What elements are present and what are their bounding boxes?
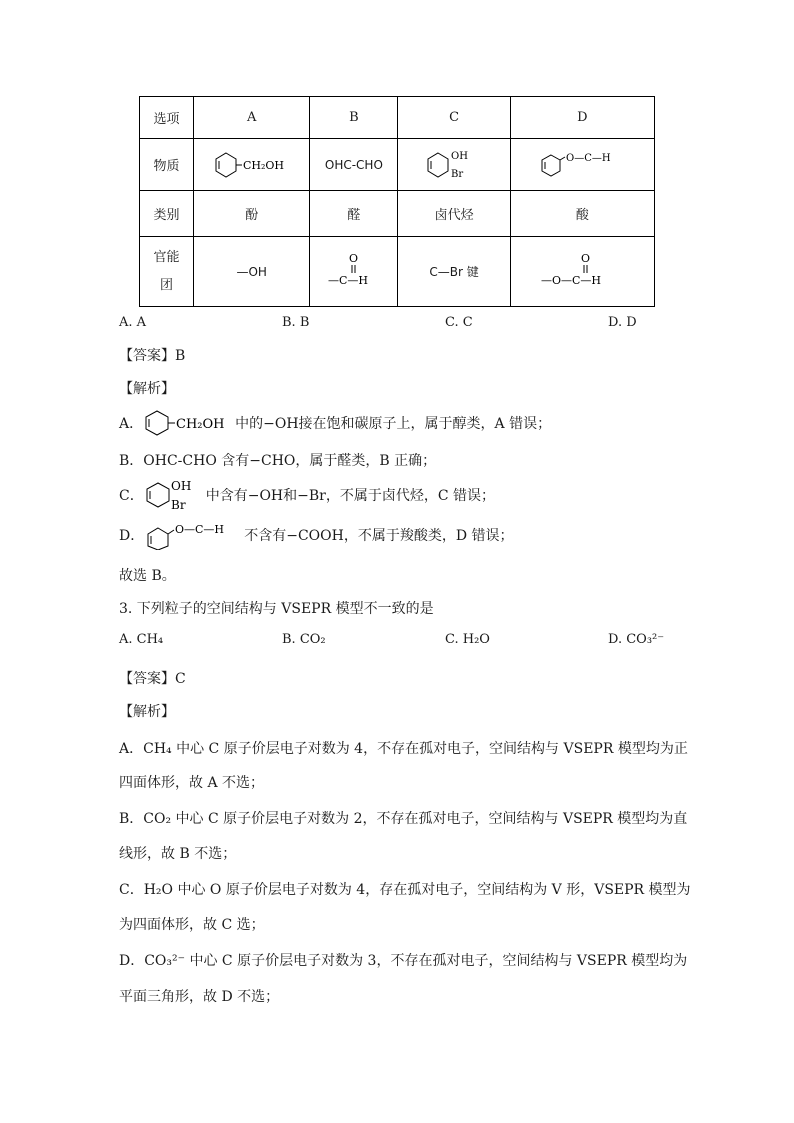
q3-option-c: C. H₂O [445,632,490,647]
q3-analysis-c-line2: 为四面体形，故 C 选； [119,917,265,933]
row-label: 物质 [140,139,194,191]
q2-analysis-d [119,518,514,552]
group-a: —OH [194,237,310,307]
q2-option-d: D. D [608,315,637,330]
analysis-c-text: 中含有−OH和−Br，不属于卤代烃，C 错误； [205,488,496,504]
group-c: C—Br 键 [398,237,510,307]
class-c: 卤代烃 [398,191,510,237]
svg-text:CH₂OH: CH₂OH [242,158,284,172]
header-cell: D [510,97,654,139]
q3-analysis-d-line2: 平面三角形，故 D 不选； [119,989,280,1005]
group-d [510,237,654,307]
bromophenol-structure-icon [424,147,484,183]
q3-analysis-c-line1: C．H₂O 中心 O 原子价层电子对数为 4，存在孤对电子，空间结构为 V 形，VSEPR 模型为 [119,882,691,898]
q2-analysis-title: 【解析】 [119,381,175,397]
row-label-line2: 团 [160,277,174,293]
q3-answer: 【答案】C [119,671,186,687]
q3-option-a: A. CH₄ [119,632,164,647]
svg-text:Br: Br [451,168,464,180]
table-row-substance [140,139,655,191]
row-label-line1: 官能 [153,249,180,265]
benzyl-alcohol-structure-icon [143,408,235,438]
table-row-class [140,191,655,237]
q3-analysis-b-line1: B．CO₂ 中心 C 原子价层电子对数为 2，不存在孤对电子，空间结构与 VSEPR 模型均为直 [119,811,688,827]
q3-stem: 3. 下列粒子的空间结构与 VSEPR 模型不一致的是 [119,601,434,617]
svg-text:O: O [581,251,591,265]
class-d: 酸 [510,191,654,237]
q2-analysis-a [119,408,551,438]
class-b: 醛 [310,191,398,237]
svg-text:O—C—H: O—C—H [175,523,225,536]
ester-group-icon [537,250,627,294]
group-b [310,237,398,307]
q2-analysis-b: B．OHC-CHO 含有−CHO，属于醛类，B 正确； [119,453,437,469]
svg-text:—C—H: —C—H [327,273,368,287]
substance-a [194,139,310,191]
substance-b: OHC-CHO [310,139,398,191]
aldehyde-group-icon [324,250,384,294]
q3-analysis-d-line1: D．CO₃²⁻ 中心 C 原子价层电子对数为 3，不存在孤对电子，空间结构与 VSEPR 模型均为 [119,953,688,969]
phenyl-formate-structure-icon [144,520,244,550]
label-c: C． [119,488,144,504]
label-a: A． [119,416,144,432]
svg-text:O—C—H: O—C—H [566,152,611,164]
svg-text:O: O [348,251,358,265]
q2-option-a: A. A [119,315,147,330]
svg-text:CH₂OH: CH₂OH [176,417,225,432]
q2-option-b: B. B [282,315,310,330]
analysis-a-text: 中的−OH接在饱和碳原子上，属于醇类，A 错误； [235,416,552,432]
header-cell: C [398,97,510,139]
analysis-d-text: 不含有−COOH，不属于羧酸类，D 错误； [244,528,514,544]
q3-analysis-title: 【解析】 [119,704,175,720]
q3-analysis-a-line2: 四面体形，故 A 不选； [119,775,265,791]
label-d: D． [119,528,145,544]
svg-text:OH: OH [170,479,192,493]
row-label [140,237,194,307]
class-a: 酚 [194,191,310,237]
phenyl-formate-structure-icon [537,149,627,181]
options-table [139,96,655,307]
svg-text:OH: OH [451,150,468,162]
q2-answer: 【答案】B [119,348,186,364]
bromophenol-structure-icon [144,478,206,512]
table-header-row [140,97,655,139]
q3-analysis-a-line1: A．CH₄ 中心 C 原子价层电子对数为 4，不存在孤对电子，空间结构与 VSEPR 模型均为正 [119,741,688,757]
benzene-ring-icon [212,149,292,181]
header-cell: B [310,97,398,139]
q3-option-b: B. CO₂ [282,632,326,647]
q2-option-c: C. C [445,315,473,330]
substance-d [510,139,654,191]
q2-conclusion: 故选 B。 [119,568,176,584]
q3-option-d: D. CO₃²⁻ [608,632,665,647]
svg-text:Br: Br [170,498,186,512]
q2-analysis-c [119,478,495,512]
svg-text:—O—C—H: —O—C—H [541,273,602,287]
q3-analysis-b-line2: 线形，故 B 不选； [119,846,237,862]
table-row-group [140,237,655,307]
substance-c [398,139,510,191]
header-cell: A [194,97,310,139]
header-cell: 选项 [140,97,194,139]
row-label: 类别 [140,191,194,237]
